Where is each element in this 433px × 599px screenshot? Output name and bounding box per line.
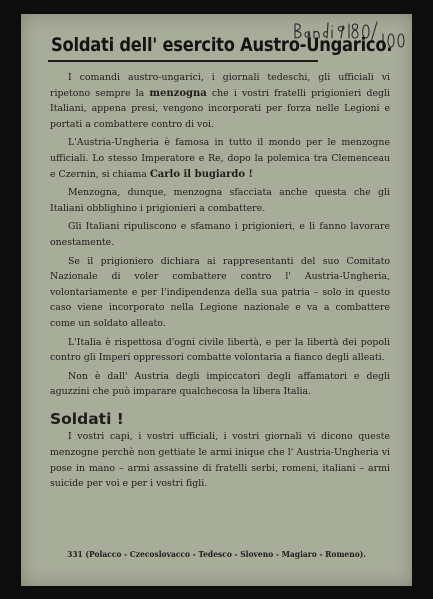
paragraph-1: I comandi austro-ungarici, i giornali tedeschi, gli ufficiali vi ripetono sempre la menzogna che i vostri fratelli prigionieri degli Italiani, appena presi, vengono incorporati per forza nelle Legioni e portati a combattere contro di voi. xyxy=(50,72,390,130)
leaflet-body xyxy=(50,70,390,495)
closing-paragraph: I vostri capi, i vostri ufficiali, i vostri giornali vi dicono queste menzogne perchè non gettiate le armi inique che l' Austria-Ungheria vi pose in mano – armi assassine di fratelli serbi, romeni, italiani – armi suicide per voi e per i vostri figli. xyxy=(50,431,390,490)
section-heading: Soldati ! xyxy=(50,409,124,428)
title-underline xyxy=(48,60,318,62)
leaflet-page xyxy=(21,14,412,586)
paragraph-2: L'Austria-Ungheria è famosa in tutto il mondo per le menzogne ufficiali. Lo stesso Imperatore e Re, dopo la polemica tra Clemenceau e Czernin, si chiama Carlo il bugiardo ! xyxy=(50,137,390,180)
page-title: Soldati dell' esercito Austro-Ungarico. xyxy=(51,34,393,56)
paragraph-4: Gli Italiani ripuliscono e sfamano i prigionieri, e li fanno lavorare onestamente. xyxy=(50,221,390,248)
paragraph-3: Menzogna, dunque, menzogna sfacciata anche questa che gli Italiani obblighino i prigionieri a combattere. xyxy=(50,187,390,214)
paragraph-5: Se il prigioniero dichiara ai rappresentanti del suo Comitato Nazionale di voler combattere contro l' Austria-Ungheria, volontariamente e per l'indipendenza della sua patria – solo in questo caso viene incorporato nella Legione nazionale e va a combattere come un soldato alleato. xyxy=(50,255,390,329)
footer-print-note: 331 (Polacco - Czecoslovacco - Tedesco - Sloveno - Magiaro - Romeno). xyxy=(67,549,366,559)
paragraph-7: Non è dall' Austria degli impiccatori degli affamatori e degli aguzzini che può imparare qualchecosa la libera Italia. xyxy=(50,370,390,398)
paragraph-6: L'Italia è rispettosa d'ogni civile libertà, e per la libertà dei popoli contro gli Imperi oppressori combatte volontaria a fianco degli alleati. xyxy=(50,336,390,364)
